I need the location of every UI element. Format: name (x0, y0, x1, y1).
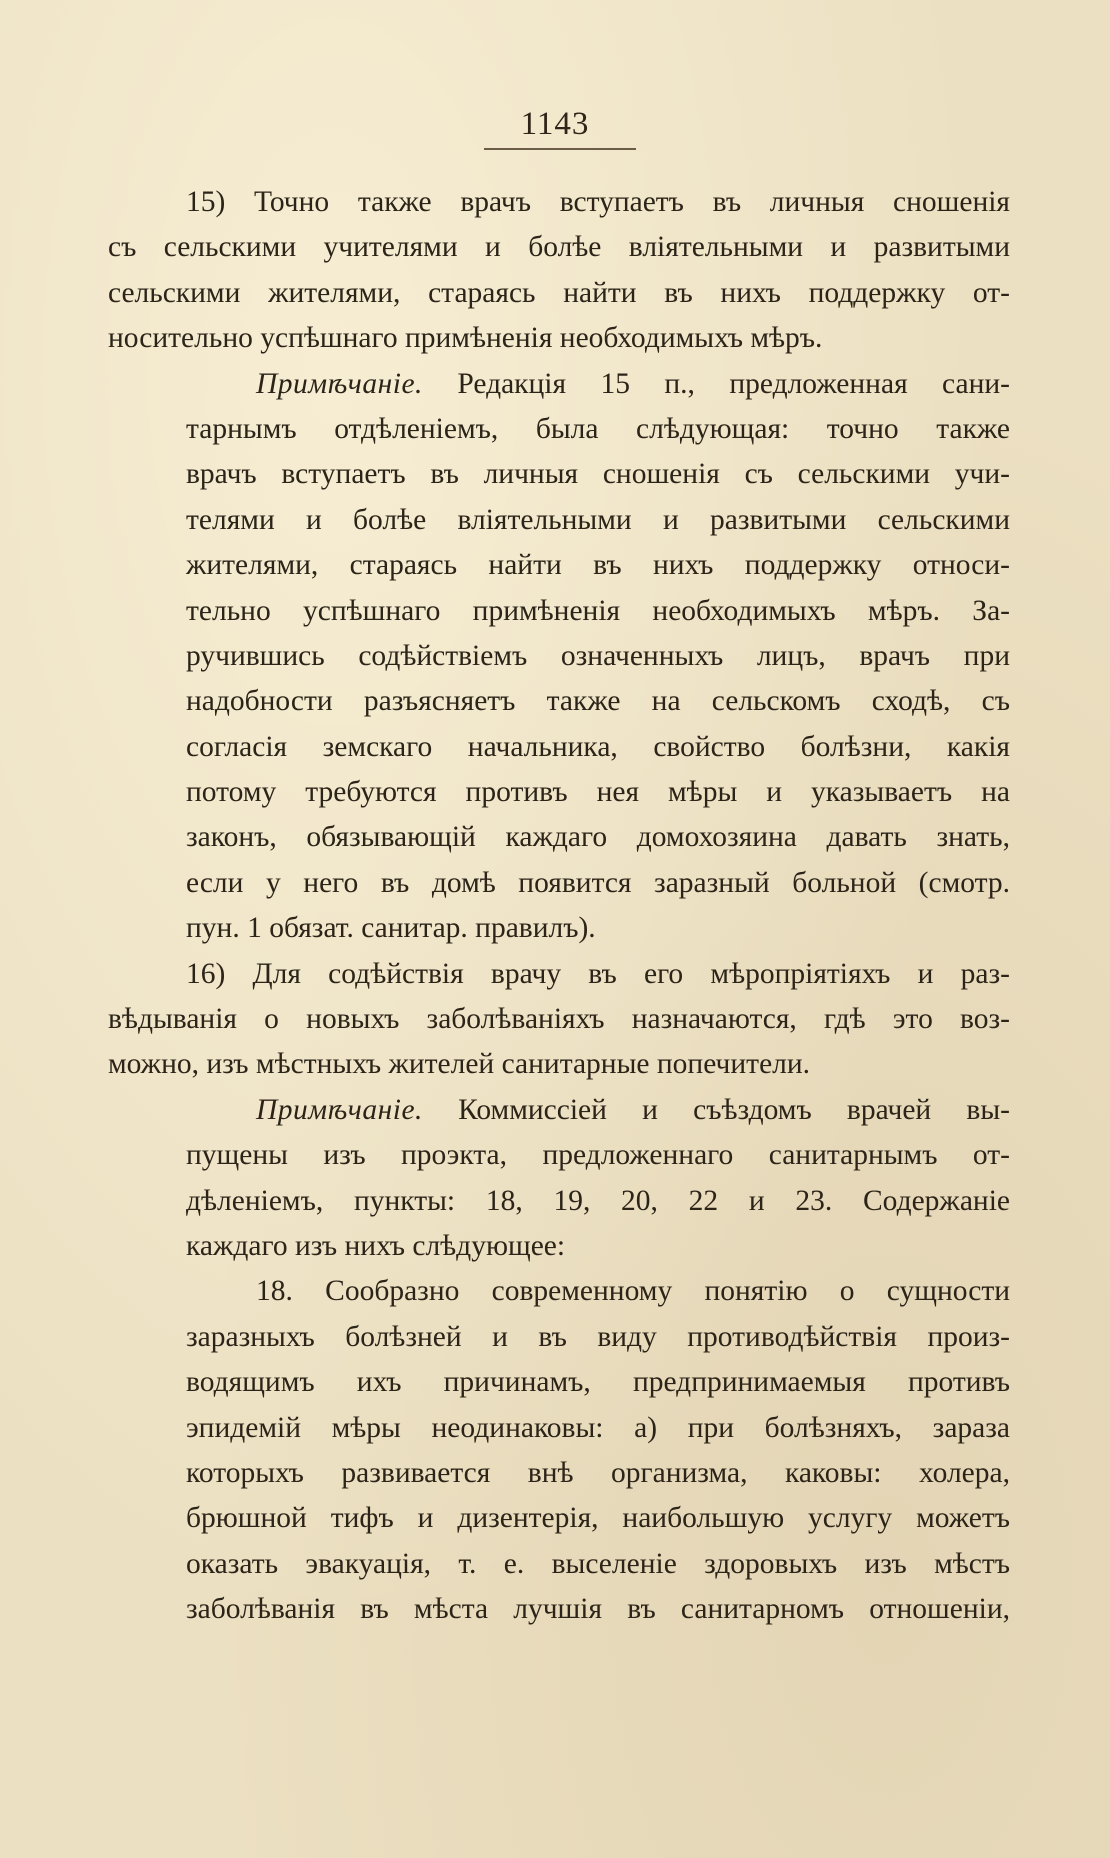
text-line: водящимъ ихъ причинамъ, предпринимаемыя противъ (186, 1366, 1010, 1399)
text-line: согласія земскаго начальника, свойство болѣзни, какія (186, 730, 1010, 763)
text-line: дѣленіемъ, пункты: 18, 19, 20, 22 и 23. Содержаніе (186, 1184, 1010, 1217)
note-text: Редакція 15 п., предложенная сани- (422, 367, 1010, 400)
text-line: жителями, стараясь найти въ нихъ поддержку относи- (186, 549, 1010, 582)
paragraph-18 (108, 1269, 1010, 1632)
text-line: 18. Сообразно современному понятію о сущности (256, 1275, 1010, 1308)
text-line: надобности разъясняетъ также на сельскомъ сходѣ, съ (186, 685, 1010, 718)
page-number-rule (484, 148, 636, 150)
text-line: 15) Точно также врачъ вступаетъ въ личныя сношенія (186, 186, 1010, 218)
note-2 (108, 1088, 1010, 1270)
text-line: пун. 1 обязат. санитар. правилъ). (186, 912, 596, 945)
paragraph-16 (108, 952, 1010, 1088)
text-line: носительно успѣшнаго примѣненія необходимыхъ мѣръ. (108, 322, 823, 355)
text-line: сельскими жителями, стараясь найти въ нихъ поддержку от- (108, 276, 1010, 309)
text-line: вѣдыванія о новыхъ заболѣваніяхъ назначаются, гдѣ это воз- (108, 1003, 1010, 1036)
text-line: пущены изъ проэкта, предложеннаго санитарнымъ от- (186, 1139, 1010, 1172)
text-line: эпидемій мѣры неодинаковы: а) при болѣзняхъ, зараза (186, 1411, 1010, 1444)
note-text: Коммиссіей и съѣздомъ врачей вы- (422, 1093, 1010, 1126)
page-number: 1143 (520, 106, 590, 142)
text-line: ручившись содѣйствіемъ означенныхъ лицъ, врачъ при (186, 639, 1010, 672)
text-line: заразныхъ болѣзней и въ виду противодѣйствія произ- (186, 1320, 1010, 1353)
paragraph-15 (108, 180, 1010, 362)
text-line: тельно успѣшнаго примѣненія необходимыхъ мѣръ. За- (186, 594, 1010, 627)
text-line: можно, изъ мѣстныхъ жителей санитарные попечители. (108, 1048, 811, 1081)
note-label: Примѣчаніе. (256, 367, 423, 400)
text-line (108, 1088, 1010, 1133)
text-line (108, 362, 1010, 407)
text-line: каждаго изъ нихъ слѣдующее: (186, 1229, 566, 1262)
text-line: врачъ вступаетъ въ личныя сношенія съ сельскими учи- (186, 458, 1010, 491)
text-line: законъ, обязывающій каждаго домохозяина давать знать, (186, 821, 1010, 854)
text-line: тарнымъ отдѣленіемъ, была слѣдующая: точно также (186, 412, 1010, 445)
text-line: которыхъ развивается внѣ организма, каковы: холера, (186, 1456, 1010, 1489)
text-line: оказать эвакуація, т. е. выселеніе здоровыхъ изъ мѣстъ (186, 1547, 1010, 1580)
text-line: съ сельскими учителями и болѣе вліятельными и развитыми (108, 231, 1010, 264)
page-body (108, 180, 1010, 1633)
text-line: 16) Для содѣйствія врачу въ его мѣропріятіяхъ и раз- (186, 957, 1010, 990)
text-line: если у него въ домѣ появится заразный больной (смотр. (186, 866, 1010, 899)
text-line: заболѣванія въ мѣста лучшія въ санитарномъ отношеніи, (186, 1593, 1010, 1626)
text-line: потому требуются противъ нея мѣры и указываетъ на (186, 776, 1010, 809)
text-line: брюшной тифъ и дизентерія, наибольшую услугу можетъ (186, 1502, 1010, 1535)
text-line: телями и болѣе вліятельными и развитыми сельскими (186, 503, 1010, 536)
note-label: Примѣчаніе. (256, 1093, 423, 1126)
note-1 (108, 362, 1010, 952)
